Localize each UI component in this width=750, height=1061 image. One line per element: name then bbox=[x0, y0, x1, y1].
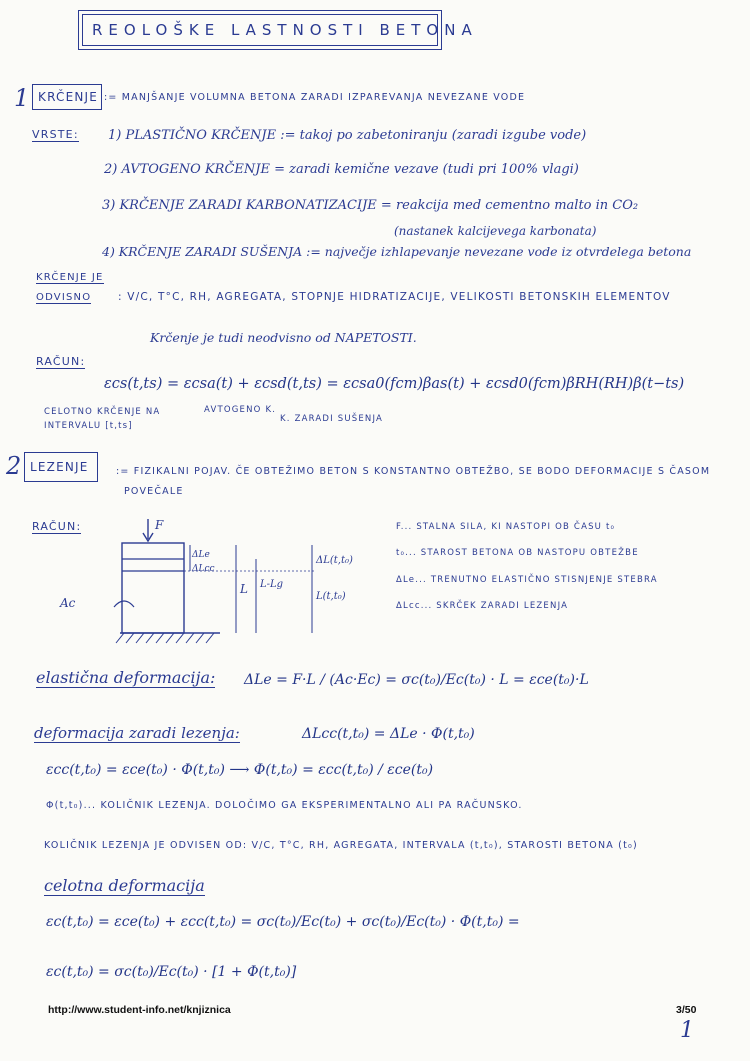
total-formula-2: εc(t,t₀) = σc(t₀)/Ec(t₀) · [1 + Φ(t,t₀)] bbox=[46, 964, 297, 980]
note-total-shrinkage: CELOTNO KRČENJE NA INTERVALU [t,ts] bbox=[44, 407, 161, 431]
shrinkage-formula: εcs(t,ts) = εcsa(t) + εcsd(t,ts) = εcsa0(fcm)βas(t) + εcsd0(fcm)βRH(RH)β(t−ts) bbox=[104, 376, 685, 392]
diagram-force-label: F bbox=[155, 518, 164, 532]
handwritten-page-number: 1 bbox=[680, 1018, 694, 1043]
section-1-number: 1 bbox=[14, 84, 30, 112]
legend-item-2: t₀... STAROST BETONA OB NASTOPU OBTEŽBE bbox=[396, 548, 639, 558]
legend-item-3: ΔLe... TRENUTNO ELASTIČNO STISNJENJE STEBRA bbox=[396, 575, 658, 585]
type-1: 1) PLASTIČNO KRČENJE := takoj po zabetoniranju (zaradi izgube vode) bbox=[108, 128, 587, 143]
creep-definition-line-1: := FIZIKALNI POJAV. ČE OBTEŽIMO BETON S KONSTANTNO OBTEŽBO, SE BODO DEFORMACIJE S ČASOM bbox=[116, 466, 711, 477]
diagram-dL-t-label: ΔL(t,t₀) bbox=[316, 555, 353, 566]
legend-item-1: F... STALNA SILA, KI NASTOPI OB ČASU t₀ bbox=[396, 522, 616, 532]
depends-label-1: KRČENJE JE bbox=[36, 272, 104, 283]
creep-definition-line-2: POVEČALE bbox=[124, 486, 184, 497]
creep-label: deformacija zaradi lezenja: bbox=[34, 724, 240, 742]
column-diagram bbox=[40, 515, 380, 650]
diagram-dLe-label: ΔLe bbox=[192, 550, 210, 560]
elastic-label: elastična deformacija: bbox=[36, 668, 216, 687]
creep-formula-2: εcc(t,t₀) = εce(t₀) · Φ(t,t₀) ⟶ Φ(t,t₀) = εcc(t,t₀) / εce(t₀) bbox=[46, 762, 434, 778]
section-1-heading: KRČENJE bbox=[38, 90, 99, 104]
diagram-dLcc-label: ΔLcc bbox=[192, 564, 215, 574]
diagram-L-t-label: L(t,t₀) bbox=[316, 591, 346, 602]
note-autogenous: AVTOGENO K. bbox=[204, 405, 277, 415]
creep-coefficient-text: Φ(t,t₀)... KOLIČNIK LEZENJA. DOLOČIMO GA EKSPERIMENTALNO ALI PA RAČUNSKO. bbox=[46, 800, 523, 811]
creep-formula: ΔLcc(t,t₀) = ΔLe · Φ(t,t₀) bbox=[302, 726, 475, 742]
elastic-formula: ΔLe = F·L / (Ac·Ec) = σc(t₀)/Ec(t₀) · L = εce(t₀)·L bbox=[244, 672, 589, 688]
total-label: celotna deformacija bbox=[44, 876, 205, 895]
calc-label-1: RAČUN: bbox=[36, 355, 86, 368]
footer-url: http://www.student-info.net/knjiznica bbox=[48, 1004, 231, 1016]
type-3: 3) KRČENJE ZARADI KARBONATIZACIJE = reakcija med cementno malto in CO₂ bbox=[102, 198, 639, 213]
diagram-L-label: L bbox=[240, 582, 248, 596]
type-3-note: (nastanek kalcijevega karbonata) bbox=[394, 224, 597, 238]
diagram-L-minus-label: L-Lg bbox=[260, 579, 284, 590]
shrinkage-independent: Krčenje je tudi neodvisno od NAPETOSTI. bbox=[150, 330, 417, 345]
shrinkage-depends-list: : V/C, T°C, RH, AGREGATA, STOPNJE HIDRATIZACIJE, VELIKOSTI BETONSKIH ELEMENTOV bbox=[118, 291, 671, 303]
section-2-number: 2 bbox=[6, 452, 22, 480]
type-2: 2) AVTOGENO KRČENJE = zaradi kemične vezave (tudi pri 100% vlagi) bbox=[104, 162, 579, 177]
diagram-area-label: Ac bbox=[60, 596, 76, 610]
shrinkage-definition: := MANJŠANJE VOLUMNA BETONA ZARADI IZPAREVANJA NEVEZANE VODE bbox=[104, 92, 526, 103]
creep-depends-text: KOLIČNIK LEZENJA JE ODVISEN OD: V/C, T°C, RH, AGREGATA, INTERVALA (t,t₀), STAROSTI BETONA (t₀) bbox=[44, 840, 638, 851]
footer-page-number: 3/50 bbox=[676, 1004, 697, 1016]
note-drying: K. ZARADI SUŠENJA bbox=[280, 414, 384, 424]
total-formula: εc(t,t₀) = εce(t₀) + εcc(t,t₀) = σc(t₀)/Ec(t₀) + σc(t₀)/Ec(t₀) · Φ(t,t₀) = bbox=[46, 914, 520, 930]
type-4: 4) KRČENJE ZARADI SUŠENJA := največje izhlapevanje nevezane vode iz otvrdelega betona bbox=[102, 244, 692, 259]
legend-item-4: ΔLcc... SKRČEK ZARADI LEZENJA bbox=[396, 601, 569, 611]
page-title: REOLOŠKE LASTNOSTI BETONA bbox=[92, 21, 478, 39]
depends-label-2: ODVISNO bbox=[36, 292, 92, 303]
calc-label-2: RAČUN: bbox=[32, 520, 82, 533]
section-2-heading: LEZENJE bbox=[30, 460, 89, 474]
types-label: VRSTE: bbox=[32, 128, 79, 141]
